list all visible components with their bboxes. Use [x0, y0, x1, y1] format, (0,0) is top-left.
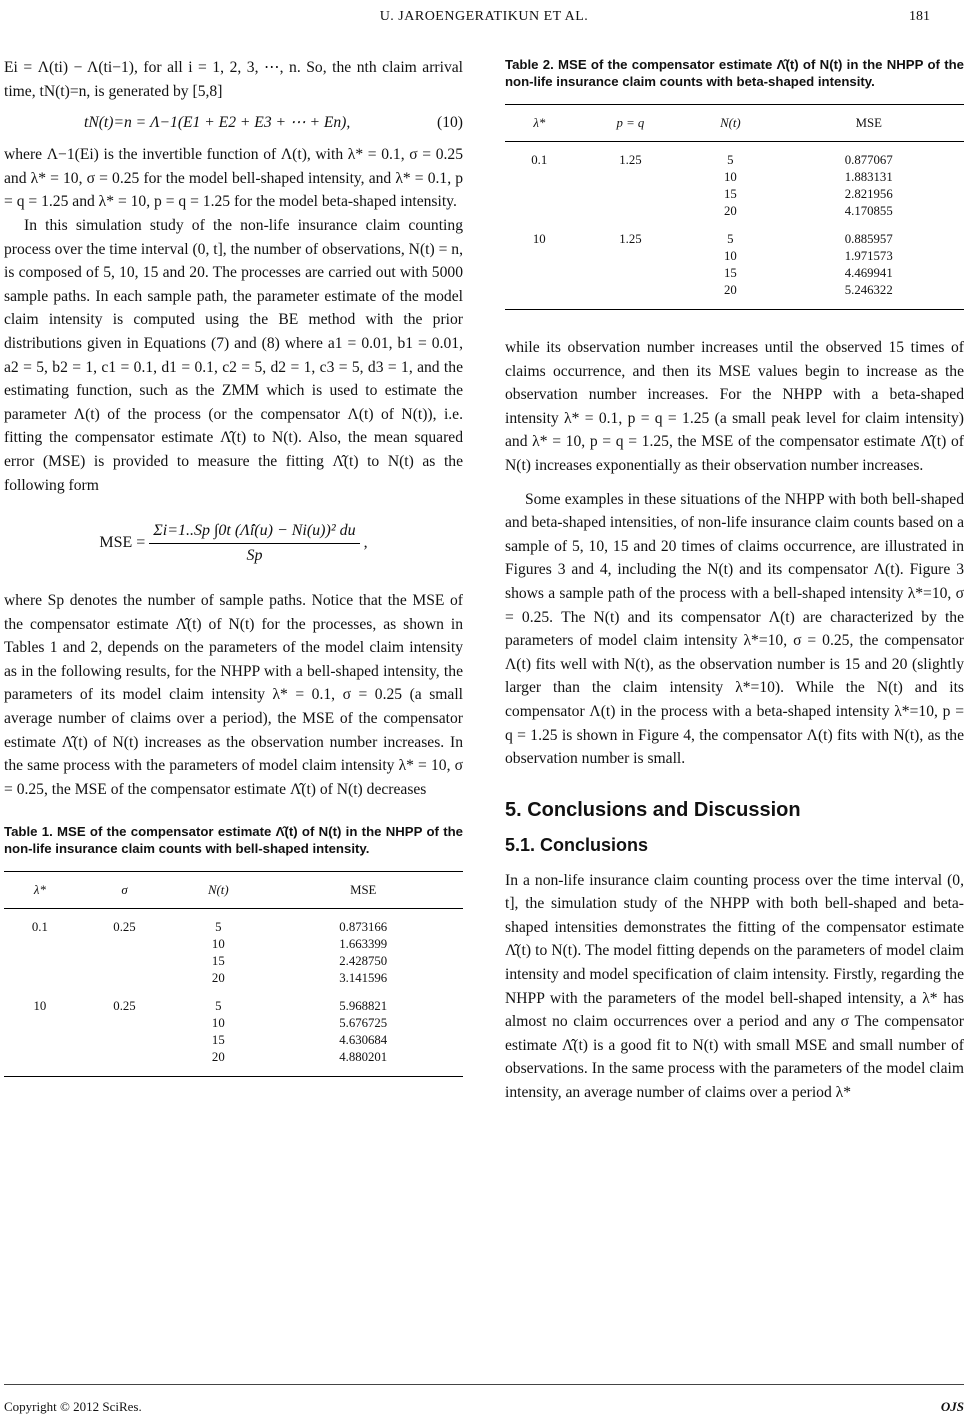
- page-header: [0, 5, 968, 25]
- table-cell: [263, 909, 463, 989]
- table-cell: [773, 142, 964, 222]
- paragraph-arrival-time: Ei = Λ(ti) − Λ(ti−1), for all i = 1, 2, 3, ⋯, n. So, the nth claim arrival time, tN(t)=n, is generated by [5,8]: [4, 59, 463, 100]
- mse-value: 4.880201: [339, 1050, 388, 1065]
- mse-end: ,: [363, 534, 368, 552]
- mse-denominator: Sp: [246, 546, 263, 564]
- paragraph-mse-results: where Sp denotes the number of sample paths. Notice that the MSE of the compensator estimate Λ̂(t) of N(t) for the processes, as shown in Tables 1 and 2, depends on the parameters of the model claim intensity as in the following results, for the NHPP with a bell-shaped intensity, the parameters of its model claim intensity λ* = 0.1, σ = 0.25 (a small average number of claims over a period), the MSE of the compensator estimate Λ̂(t) of N(t) increases as the observation number increases. In the same process with the parameters of model claim intensity λ* = 10, σ = 0.25, the MSE of the compensator estimate Λ̂(t) of N(t) decreases: [4, 592, 463, 798]
- n-value: 5: [727, 232, 734, 246]
- table-cell: [687, 221, 773, 310]
- table1-header-mse: MSE: [263, 872, 463, 909]
- equation-10-body: tN(t)=n = Λ−1(E1 + E2 + E3 + ⋯ + En),: [84, 114, 351, 132]
- n-value: 15: [723, 266, 737, 280]
- n-value: 10: [211, 937, 225, 952]
- mse-value: 0.873166: [339, 920, 388, 935]
- table2-header-lambda: λ*: [505, 105, 574, 142]
- n-value: 20: [723, 283, 737, 297]
- table2-header-nt: N(t): [687, 105, 773, 142]
- n-value: 20: [723, 204, 737, 218]
- mse-value: 5.246322: [844, 283, 893, 297]
- section-heading-5: 5. Conclusions and Discussion: [505, 798, 801, 821]
- table-cell: 1.25: [619, 153, 642, 167]
- subsection-heading-5-1: 5.1. Conclusions: [505, 834, 649, 855]
- running-title: U. JAROENGERATIKUN ET AL.: [379, 9, 589, 24]
- table-cell: [173, 988, 263, 1077]
- table2-header-mse: MSE: [773, 105, 964, 142]
- table-cell: 10: [4, 988, 76, 1077]
- n-value: 15: [211, 954, 225, 969]
- mse-value: 4.170855: [844, 204, 893, 218]
- n-value: 20: [211, 971, 225, 986]
- n-value: 10: [723, 170, 737, 184]
- mse-value: 5.968821: [339, 999, 388, 1014]
- mse-lhs: MSE =: [99, 534, 146, 552]
- n-value: 5: [215, 999, 222, 1014]
- equation-10: [4, 103, 463, 143]
- n-value: 5: [727, 153, 734, 167]
- table-cell: [773, 221, 964, 310]
- footer-rule: [4, 1384, 964, 1385]
- right-column: [505, 56, 964, 1105]
- table-cell: 0.1: [31, 920, 48, 935]
- n-value: 15: [723, 187, 737, 201]
- mse-value: 4.630684: [339, 1033, 388, 1048]
- mse-numerator: Σi=1..Sp ∫0t (Λ̂i(u) − Ni(u))² du: [149, 519, 359, 544]
- copyright-text: Copyright © 2012 SciRes.: [4, 1399, 142, 1414]
- mse-value: 1.883131: [844, 170, 893, 184]
- equation-mse: [4, 497, 463, 589]
- table-1: [4, 871, 463, 1077]
- paragraph-simulation: In this simulation study of the non-life insurance claim counting process over the time interval (0, t], the number of observations, N(t) = n, is composed of 5, 10, 15 and 20. The processes are carried out with 5000 sample paths. In each sample path, the parameter estimate of the model claim intensity is computed using the BE method with the prior distributions given in Equations (7) and (8) where a1 = 0.01, b1 = 0.01, a2 = 5, b2 = 1, c1 = 0.1, d1 = 0.1, c2 = 5, d2 = 1, c3 = 5, d3 = 1, and the estimating function, such as the ZMM which is used to estimate the parameter Λ(t) of the process (or the compensator Λ(t) of N(t)), i.e. fitting the compensator estimate Λ̂(t) to N(t). Also, the mean squared error (MSE) is provided to measure the fitting Λ̂(t) to N(t) as the following form: [4, 216, 463, 494]
- table-row: [505, 142, 964, 222]
- n-value: 15: [211, 1033, 225, 1048]
- page-number: 181: [909, 9, 930, 24]
- table-cell: 0.25: [76, 988, 173, 1077]
- equation-10-number: (10): [437, 114, 463, 132]
- table2-caption: Table 2. MSE of the compensator estimate Λ̂(t) of N(t) in the NHPP of the non-life insurance claim counts with beta-shaped intensity.: [505, 57, 964, 89]
- mse-value: 4.469941: [844, 266, 893, 280]
- paragraph-conclusions: In a non-life insurance claim counting process over the time interval (0, t], the simulation study of the NHPP with both bell-shaped and beta-shaped intensities demonstrates the fitting of the compensator estimate Λ̂(t) to N(t). The model fitting depends on the parameters of model claim intensity and model specification of claim intensity. Firstly, regarding the NHPP with the parameters of the model bell-shaped intensity, a λ* has almost no claim occurrences over a period and any σ The compensator estimate Λ̂(t) is a good fit to N(t) with small MSE and small number of observations. In the same process with the parameters of the model claim intensity, an average number of claims over a period λ*: [505, 871, 964, 1102]
- table-row: [505, 221, 964, 310]
- left-column: [4, 56, 463, 1077]
- mse-value: 5.676725: [339, 1016, 388, 1031]
- table-row: [4, 988, 463, 1077]
- table1-header-sigma: σ: [76, 872, 173, 909]
- table1-header-nt: N(t): [173, 872, 263, 909]
- table-2: [505, 104, 964, 310]
- table-cell: [687, 142, 773, 222]
- table-cell: [263, 988, 463, 1077]
- n-value: 5: [215, 920, 222, 935]
- table-cell: [173, 909, 263, 989]
- mse-value: 2.428750: [339, 954, 388, 969]
- n-value: 20: [211, 1050, 225, 1065]
- journal-name: OJS: [940, 1399, 964, 1414]
- paragraph-figures: Some examples in these situations of the NHPP with both bell-shaped and beta-shaped intensities, of non-life insurance claim counts based on a sample of 5, 10, 15 and 20 times of claims occurrence, are illustrated in Figures 3 and 4, including the N(t) and its compensator Λ(t). Figure 3 shows a sample path of the process with a bell-shaped intensity λ*=10, σ = 0.25. The N(t) and its compensator Λ(t) are characterized by the parameters of model claim intensity λ*=10, σ = 0.25, the compensator Λ(t) fits well with N(t), as the observation number is 15 and 20 (slightly larger than the claim intensity λ*=10). While the N(t) and its compensator Λ(t) in the process with a beta-shaped intensity λ*=10, p = q = 1.25 is shown in Figure 4, the compensator Λ(t) fits with N(t), as the observation number is small.: [505, 490, 964, 768]
- paragraph-invertible: where Λ−1(Ei) is the invertible function of Λ(t), with λ* = 0.1, σ = 0.25 and λ* = 10, σ = 0.25 for the model bell-shaped intensity, and λ* = 0.1, p = q = 1.25 and λ* = 10, p = q = 1.25 for the model beta-shaped intensity.: [4, 146, 463, 211]
- mse-value: 1.971573: [844, 249, 893, 263]
- table-cell: 10: [505, 221, 574, 310]
- mse-value: 3.141596: [339, 971, 388, 986]
- mse-value: 2.821956: [844, 187, 893, 201]
- table2-header-pq: p = q: [574, 105, 688, 142]
- mse-fraction: [149, 519, 359, 567]
- table1-header-lambda: λ*: [4, 872, 76, 909]
- mse-value: 1.663399: [339, 937, 388, 952]
- paragraph-observation: while its observation number increases until the observed 15 times of claims occurrence, and then its MSE values begin to increase as the observation number increases. For the NHPP with a beta-shaped intensity λ* = 0.1, p = q = 1.25 (a small peak level for claim intensity) and λ* = 10, p = q = 1.25, the MSE of the compensator estimate Λ̂(t) of N(t) increases exponentially as their observation number increases.: [505, 339, 964, 474]
- mse-value: 0.885957: [844, 232, 893, 246]
- table-cell: 1.25: [574, 221, 688, 310]
- n-value: 10: [211, 1016, 225, 1031]
- table-cell: 0.25: [113, 920, 136, 935]
- table-row: [4, 909, 463, 989]
- mse-value: 0.877067: [844, 153, 893, 167]
- table-cell: 0.1: [531, 153, 548, 167]
- table1-caption: Table 1. MSE of the compensator estimate Λ̂(t) of N(t) in the NHPP of the non-life insurance claim counts with bell-shaped intensity.: [4, 824, 463, 857]
- n-value: 10: [723, 249, 737, 263]
